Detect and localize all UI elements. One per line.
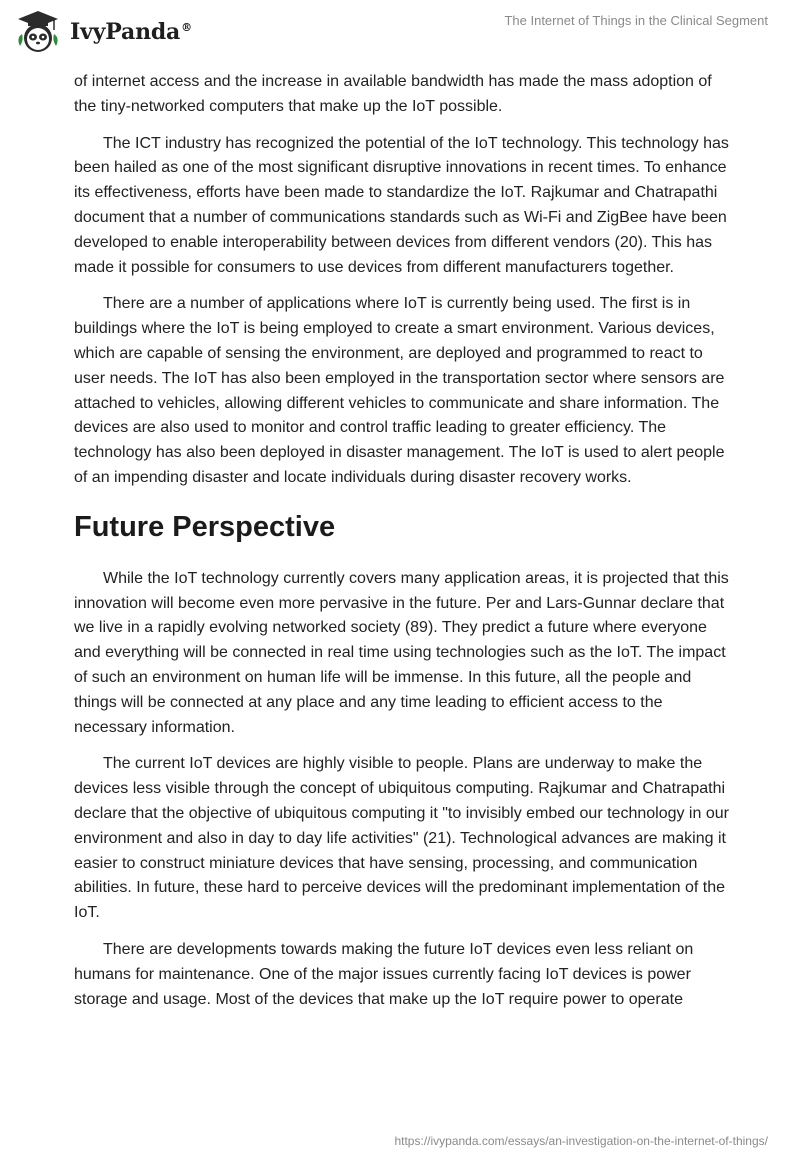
paragraph: While the IoT technology currently covers many application areas, it is projected that this innovation will become even more pervasive in the future. Per and Lars-Gunnar declare that we live in a rapidly evolving networked society (89). They predict a future where everyone and everything will be connected in real time using technologies such as the IoT. The impact of such an environment on human life will be immense. In this future, all the people and things will be connected at any place and any time leading to efficient access to the necessary information. — [74, 569, 729, 736]
section-heading: Future Perspective — [74, 510, 336, 543]
essay-body — [74, 70, 734, 1024]
paragraph: The ICT industry has recognized the potential of the IoT technology. This technology has been hailed as one of the most significant disruptive innovations in recent times. To enhance its effectiveness, efforts have been made to standardize the IoT. Rajkumar and Chatrapathi document that a number of communications standards such as Wi-Fi and ZigBee have been developed to enable interoperability between devices from different vendors (20). This has made it possible for consumers to use devices from different manufacturers together. — [74, 134, 729, 276]
brand-name: IvyPanda® — [70, 19, 192, 45]
source-url[interactable]: https://ivypanda.com/essays/an-investigation-on-the-internet-of-things/ — [394, 1134, 768, 1148]
paragraph: There are developments towards making the future IoT devices even less reliant on humans for maintenance. One of the major issues currently facing IoT devices is power storage and usage. Most of the devices that make up the IoT require power to operate — [74, 940, 694, 1008]
panda-graduate-logo-icon — [14, 8, 62, 56]
document-title: The Internet of Things in the Clinical Segment — [504, 13, 768, 28]
brand-logo[interactable] — [14, 8, 192, 56]
paragraph: The current IoT devices are highly visible to people. Plans are underway to make the devices less visible through the concept of ubiquitous computing. Rajkumar and Chatrapathi declare that the objective of ubiquitous computing it "to invisibly embed our technology in our environment and also in day to day life activities" (21). Technological advances are making it easier to construct miniature devices that have sensing, processing, and communication abilities. In future, these hard to perceive devices will the predominant implementation of the IoT. — [74, 755, 729, 922]
paragraph: There are a number of applications where IoT is currently being used. The first is in buildings where the IoT is being employed to create a smart environment. Various devices, which are capable of sensing the environment, are deployed and programmed to react to user needs. The IoT has also been employed in the transportation sector where sensors are attached to vehicles, allowing different vehicles to communicate and share information. The devices are also used to monitor and control traffic leading to greater efficiency. The technology has also been deployed in disaster management. The IoT is used to alert people of an impending disaster and locate individuals during disaster recovery works. — [74, 295, 725, 486]
page-header — [0, 0, 800, 70]
paragraph: of internet access and the increase in available bandwidth has made the mass adoption of the tiny-networked computers that make up the IoT possible. — [74, 73, 712, 115]
